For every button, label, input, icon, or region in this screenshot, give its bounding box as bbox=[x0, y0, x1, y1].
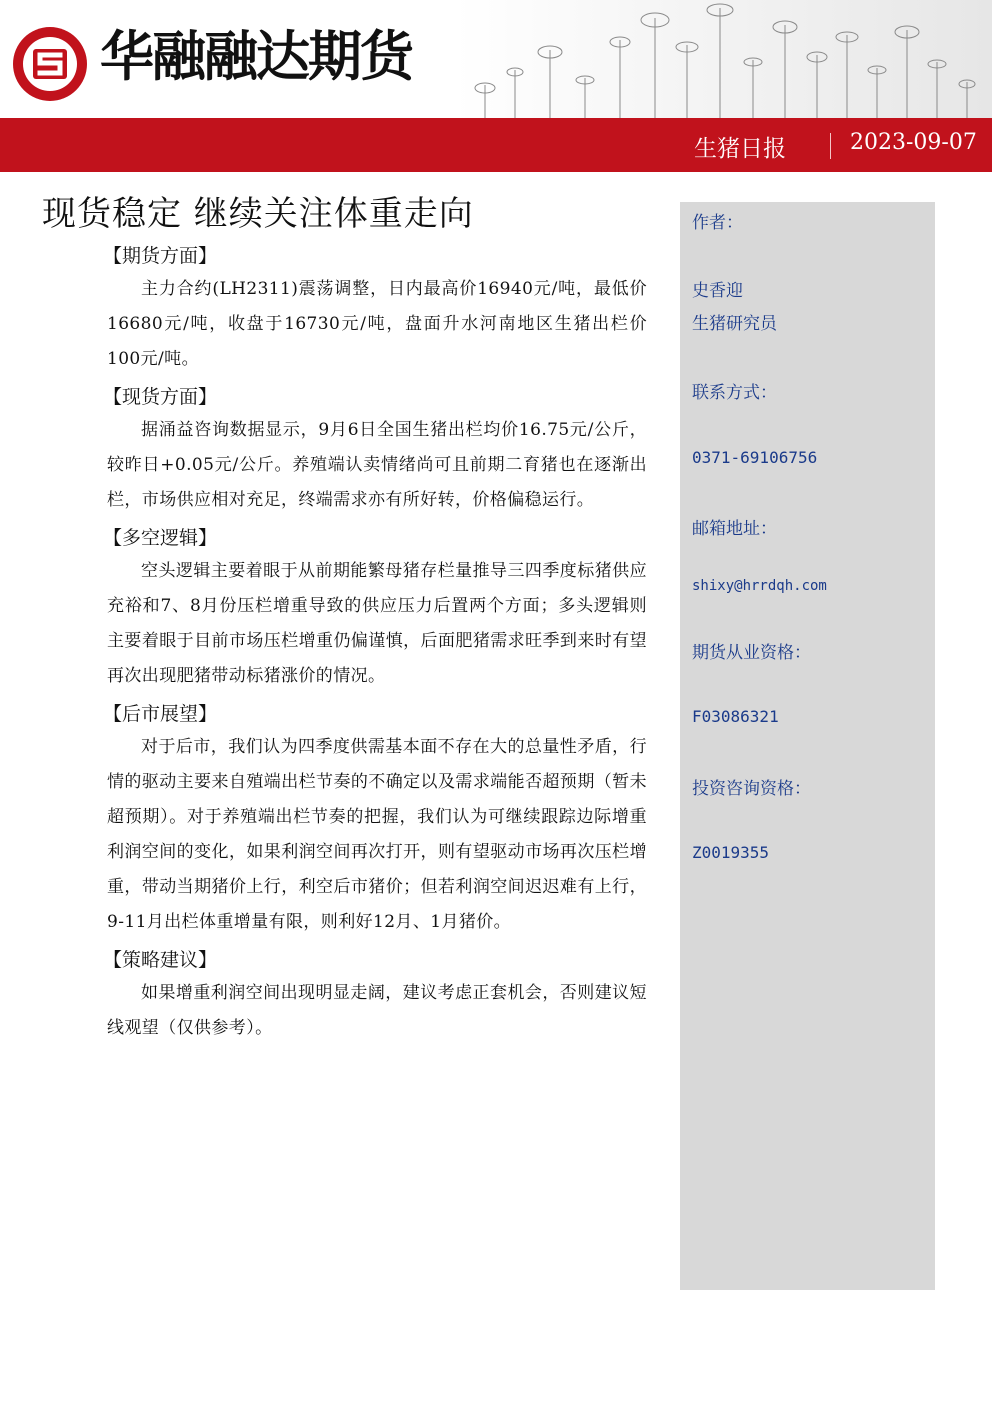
report-banner bbox=[0, 118, 992, 172]
section-futures bbox=[103, 240, 647, 377]
section-spot bbox=[103, 381, 647, 518]
company-name: 华融融达期货 bbox=[100, 25, 412, 88]
section-paragraph: 如果增重利润空间出现明显走阔，建议考虑正套机会，否则建议短线观望（仅供参考）。 bbox=[107, 983, 647, 1038]
report-header bbox=[0, 0, 992, 118]
section-heading: 【现货方面】 bbox=[103, 386, 218, 408]
report-body bbox=[103, 240, 647, 1050]
section-heading: 【策略建议】 bbox=[103, 949, 218, 971]
report-date: 2023-09-07 bbox=[850, 130, 977, 155]
section-paragraph: 主力合约(LH2311)震荡调整，日内最高价16940元/吨，最低价16680元/吨，收盘于16730元/吨，盘面升水河南地区生猪出栏价100元/吨。 bbox=[107, 279, 647, 369]
author-name: 史香迎 bbox=[692, 281, 743, 301]
section-heading: 【多空逻辑】 bbox=[103, 527, 218, 549]
author-role: 生猪研究员 bbox=[692, 314, 777, 334]
futures-qualification-number: F03086321 bbox=[692, 707, 779, 726]
contact-phone: 0371-69106756 bbox=[692, 448, 818, 467]
section-outlook bbox=[103, 698, 647, 940]
banner-divider bbox=[830, 133, 831, 159]
section-paragraph: 据涌益咨询数据显示，9月6日全国生猪出栏均价16.75元/公斤，较昨日+0.05元/公斤。养殖端认卖情绪尚可且前期二育猪也在逐渐出栏，市场供应相对充足，终端需求亦有所好转，价格偏稳运行。 bbox=[107, 420, 647, 510]
author-label: 作者： bbox=[692, 213, 743, 233]
section-paragraph: 对于后市，我们认为四季度供需基本面不存在大的总量性矛盾，行情的驱动主要来自殖端出栏节奏的不确定以及需求端能否超预期（暂未超预期）。对于养殖端出栏节奏的把握，我们认为可继续跟踪边际增重利润空间的变化，如果利润空间再次打开，则有望驱动市场再次压栏增重，带动当期猪价上行，利空后市猪价；但若利润空间迟迟难有上行，9-11月出栏体重增量有限，则利好12月、1月猪价。 bbox=[107, 737, 647, 932]
investment-qualification-label: 投资咨询资格： bbox=[692, 779, 811, 799]
decorative-background bbox=[455, 0, 992, 118]
futures-qualification-label: 期货从业资格： bbox=[692, 643, 811, 663]
email-label: 邮箱地址： bbox=[692, 519, 777, 539]
section-paragraph: 空头逻辑主要着眼于从前期能繁母猪存栏量推导三四季度标猪供应充裕和7、8月份压栏增重导致的供应压力后置两个方面；多头逻辑则主要着眼于目前市场压栏增重仍偏谨慎，后面肥猪需求旺季到来时有望再次出现肥猪带动标猪涨价的情况。 bbox=[107, 561, 647, 686]
author-sidebar bbox=[680, 202, 935, 1290]
report-title: 现货稳定 继续关注体重走向 bbox=[42, 194, 474, 234]
company-logo-icon bbox=[10, 24, 90, 104]
report-type: 生猪日报 bbox=[694, 136, 786, 162]
section-heading: 【期货方面】 bbox=[103, 245, 218, 267]
investment-qualification-number: Z0019355 bbox=[692, 843, 770, 862]
email-address[interactable]: shixy@hrrdqh.com bbox=[692, 578, 827, 594]
section-strategy bbox=[103, 944, 647, 1046]
section-heading: 【后市展望】 bbox=[103, 703, 218, 725]
section-logic bbox=[103, 522, 647, 694]
contact-label: 联系方式： bbox=[692, 383, 777, 403]
